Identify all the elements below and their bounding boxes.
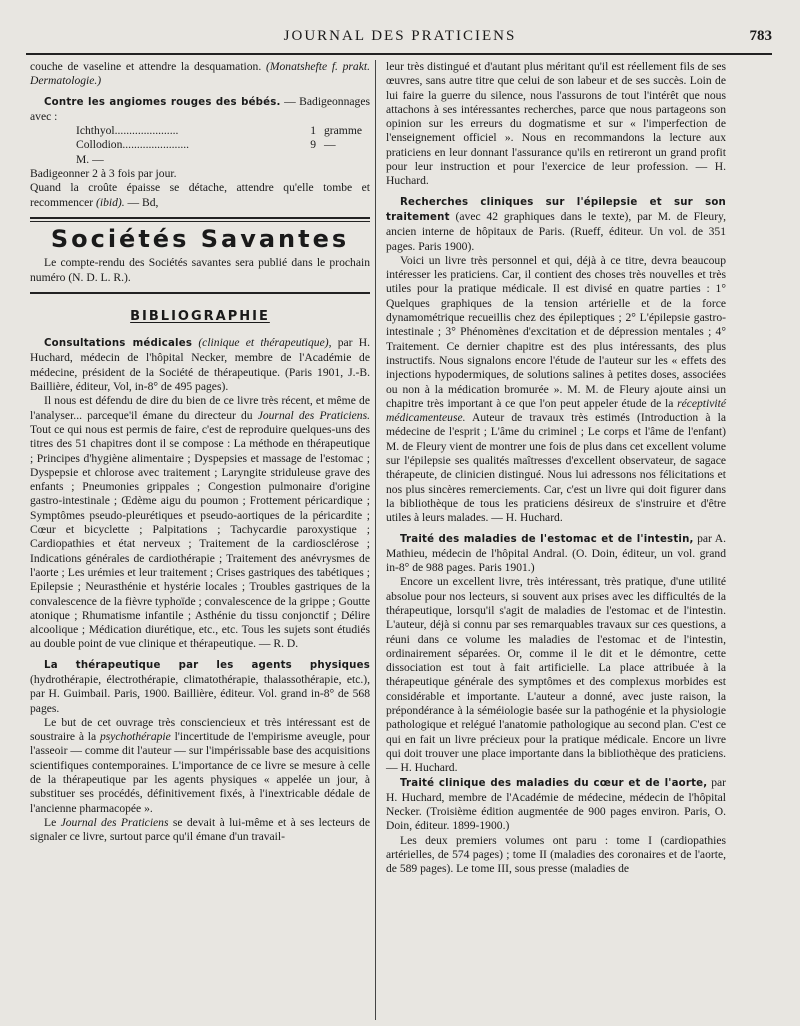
paragraph: Les deux premiers volumes ont paru : tome I (cardiopathies artérielles, de 574 pages) ; tome II (maladies des coronaires et de l'aorte, de 589 pages). Le tome III, sous presse (maladies de (386, 833, 726, 876)
paragraph (386, 195, 726, 254)
text: (hydrothérapie, électrothérapie, climatothérapie, thalassothérapie, etc.), par H. Guimbail. Paris, 1900. Baillière, éditeur. Vol. grand in-8° de 568 pages. (30, 672, 370, 715)
paragraph (30, 716, 370, 816)
left-column (30, 60, 370, 845)
paragraph (386, 532, 726, 576)
section-title: Sociétés Savantes (50, 224, 350, 253)
text: Journal des Praticiens. (257, 408, 370, 422)
text: réceptivité médicamenteuse. (386, 396, 726, 425)
article-heading: Traité clinique des maladies du cœur et de l'aorte, (400, 777, 708, 789)
drug-name: Ichthyol...................... (76, 124, 179, 138)
section-title: BIBLIOGRAPHIE (130, 308, 270, 324)
text: l'incertitude de l'empirisme aveugle, pour l'asseoir — comme dit l'auteur — sur l'impérissable base des acquisitions scientifiques contemporaines. L'importance de ce livre se mesure à celle de la thérapeutique par les agents physiques « appelée un jour, à substituer ses procédés, définitivement fixés, à l'inextricable dédale de l'ancienne pharmacopée ». (30, 730, 370, 815)
paragraph: Le compte-rendu des Sociétés savantes sera publié dans le prochain numéro (N. D. L. R.). (30, 256, 370, 284)
paragraph (30, 336, 370, 394)
source-citation: (ibid). (95, 195, 125, 209)
drug-qty: 9 (310, 138, 316, 152)
text: Voici un livre très personnel et qui, déjà à ce titre, devra beaucoup intéresser les praticiens. Car, il contient des choses très nouvelles et très utiles pour la pratique médicale. Il est divisé en quatre parties : 1° Quelques graphiques de la tension artérielle et de la force dynamométrique recueillis chez des épileptiques ; 2° L'épilepsie gastro-intestinale ; 3° Phénomènes d'excitation et de dépression mentales ; 4° Traitement. Ce dernier chapitre est des plus intéressants, des plus instructifs. Nous signalons encore l'étude de l'auteur sur les « effets des injections hypodermiques, de solutions salines à petites doses, associées ou non à la médication bromurée ». M. M. de Fleury ajoute ainsi un chapitre très important à ce que l'on peut appeler étude de la (386, 253, 726, 410)
text: Le but de cet ouvrage très consciencieux et très intéressant est de soustraire à la (30, 715, 370, 744)
running-header (28, 28, 772, 50)
text: Journal des Praticiens (60, 815, 169, 829)
prescription-line (30, 153, 370, 167)
text: Auteur de travaux très estimés (Introduction à la médecine de l'esprit ; L'âme du criminel ; Le corps et l'âme de l'enfant) M. de Fleury vient de montrer une fois de plus dans cet excellent volume sur l'épilepsie ses qualités maîtresses d'excellent observateur, de sagace thérapeute, de clinicien distingué. Nous lui adressons nos félicitations et nos plus sincères remerciements. Car, c'est un livre qui doit figurer dans la bibliothèque de tous les praticiens désireux de s'instruire et d'être utiles à leurs malades. — H. Huchard. (386, 411, 726, 525)
text: Le (44, 815, 61, 829)
text: par A. Mathieu, médecin de l'hôpital Andral. (O. Doin, éditeur, un vol. grand in-8° de 988 pages. Paris 1901.) (386, 531, 726, 575)
text: (clinique et thérapeutique), (192, 336, 332, 350)
drug-name: Collodion....................... (76, 138, 190, 152)
paragraph (386, 254, 726, 526)
text: Quand la croûte épaisse se détache, attendre qu'elle tombe et recommencer (30, 181, 370, 209)
article-heading: Contre les angiomes rouges des bébés. (44, 96, 281, 108)
right-column (386, 60, 726, 877)
header-rule (26, 53, 772, 55)
drug-unit: gramme (324, 124, 362, 138)
author-signature: — Bd, (124, 195, 159, 209)
text: — Badigeonnages avec : (30, 94, 370, 123)
paragraph: Badigeonner 2 à 3 fois par jour. (30, 167, 177, 181)
paragraph: Encore un excellent livre, très intéressant, très pratique, d'une utilité absolue pour nos lecteurs, si souvent aux prises avec les difficultés de la thérapeutique, lorsqu'il s'agit de maladies de l'estomac et de l'intestin. L'auteur, déjà si connu par ses remarquables travaux sur ces questions, a réuni dans ce volume les maladies de l'estomac et de l'intestin, ordinairement séparées. Or, comme il le dit et le démontre, cette dissociation est tout à fait artificielle. La place attribuée à la thérapeutique générale des symptômes et des complexus morbides est considérable et importante. L'auteur a donné, avec juste raison, la prépondérance à la séméiologie basée sur la pathogénie et la physiologie pathologique et relégué l'anatomie pathologique au second plan. C'est ce qui en fait un livre précieux pour la pratique médicale. Encore un livre qui doit trouver une place importante dans la bibliothèque des praticiens. — H. Huchard. (386, 575, 726, 775)
paragraph (30, 60, 370, 89)
section-separator (30, 221, 370, 222)
text: par H. Huchard, membre de l'Académie de médecine, médecin de l'hôpital Necker. (Troisième édition augmentée de 900 pages environ. Paris, O. Doin, éditeur. 1899-1900.) (386, 775, 727, 833)
prescription-line (30, 138, 370, 152)
article-heading: La thérapeutique par les agents physiques (44, 659, 370, 671)
paragraph (30, 816, 370, 845)
text: Tout ce qui nous est permis de faire, c'est de reproduire quelques-uns des titres des 51 chapitres dont il se compose : La méthode en thérapeutique ; Principes d'hygiène alimentaire ; Dyspepsies et massage de l'estomac ; Dyspepsie et chlorose avec traitement ; Laryngite striduleuse grave des enfants ; Pneumonies grippales ; Congestion pulmonaire d'origine gastro-intestinale ; Œdème aigu du poumon ; Frottement péricardique ; Symptômes pseudo-pleurétiques et pseudo-aortiques de la péricardite ; Cœur et bicyclette ; Palpitations ; Tachycardie paroxystique ; Cardiopathies et état nerveux ; Traitement de la cardiosclérose ; Indications générales de cardiothérapie ; Traitement des anévrysmes de l'aorte ; Les urémies et leur traitement ; Crises gastriques des tabétiques ; Epilepsie ; Neurasthénie et hystérie locales ; Troubles gastriques de la convalescence de la fièvre typhoïde ; convalescence de la grippe ; Goutte atonique ; Rhumatisme infantile ; Asthénie du tissu conjonctif ; Délire alcoolique ; Médication diurétique, etc., etc. Tous les sujets sont étudiés au double point de vue clinique et thérapeutique. — R. D. (30, 422, 370, 651)
article-heading: Recherches cliniques sur l'épilepsie et sur son traitement (386, 196, 726, 223)
source-citation: (Monatshefte f. prakt. Dermatologie.) (30, 60, 370, 88)
drug-qty: 1 (310, 124, 316, 138)
paragraph (30, 181, 370, 210)
text: psychothérapie (99, 730, 171, 744)
paragraph (30, 95, 370, 125)
paragraph (30, 394, 370, 651)
journal-title: JOURNAL DES PRATICIENS (283, 28, 517, 44)
column-divider (375, 60, 376, 1020)
text: par H. Huchard, médecin de l'hôpital Necker, membre de l'Académie de médecine, président de la Société de thérapeutique. (Paris 1901, J.-B. Baillière, éditeur, Vol, in-8° de 495 pages). (30, 336, 370, 394)
drug-name: M. — (76, 152, 104, 166)
paragraph: leur très distingué et d'autant plus méritant qu'il est réellement fils de ses œuvres, sans autre titre que celui de son labeur et de ses succès. Loin de lui faire la guerre du silence, nous l'assurons de tout l'intérêt que nous attachons à ses intéressantes recherches, parce que nous partageons son opinion sur les erreurs du dogmatisme et sur « l'imperfection de l'enseignement officiel ». Nous en recommandons la lecture aux praticiens en leur donnant l'assurance qu'ils en retireront un grand profit pour leur instruction et pour l'exercice de leur profession. — H. Huchard. (386, 60, 726, 188)
section-separator (30, 217, 370, 219)
section-separator (30, 292, 370, 294)
page-number: 783 (749, 28, 772, 44)
text: couche de vaseline et attendre la desquamation. (30, 60, 266, 73)
prescription-line (30, 124, 370, 138)
paragraph (386, 776, 726, 834)
drug-unit: — (324, 138, 336, 152)
text: Il nous est défendu de dire du bien de ce livre très récent, et même de l'analyser... parceque'il émane du directeur du (30, 394, 370, 422)
article-heading: Consultations médicales (44, 338, 193, 350)
article-heading: Traité des maladies de l'estomac et de l'intestin, (400, 533, 694, 545)
text: se devait à lui-même et à ses lecteurs de signaler ce livre, surtout parce qu'il émane d'un travail- (30, 815, 370, 844)
paragraph (30, 658, 370, 716)
text: (avec 42 graphiques dans le texte), par M. de Fleury, ancien interne de hôpitaux de Paris. (Rueff, éditeur. Un vol. de 351 pages. Paris 1900). (386, 209, 726, 253)
